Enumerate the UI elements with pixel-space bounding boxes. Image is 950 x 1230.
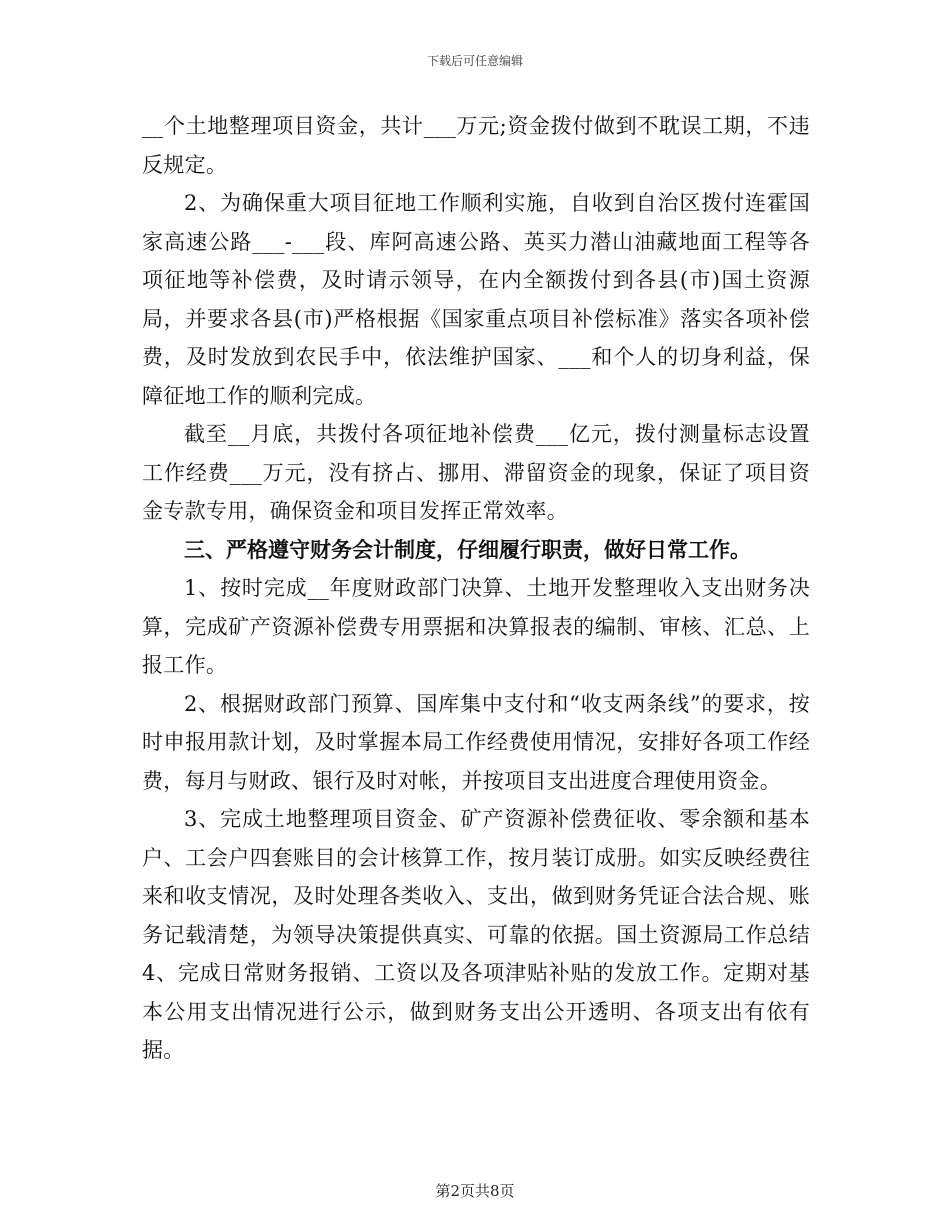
paragraph-item-2-budget: 2、根据财政部门预算、国库集中支付和“收支两条线”的要求，按时申报用款计划，及时掌握本局工作经费使用情况，安排好各项工作经费，每月与财政、银行及时对帐，并按项目支出进度合理使用资金。 (142, 691, 810, 793)
paragraph-item-1-final-accounts: 1、按时完成__年度财政部门决算、土地开发整理收入支出财务决算，完成矿产资源补偿费专用票据和决算报表的编制、审核、汇总、上报工作。 (142, 576, 810, 677)
section-heading-3: 三、严格遵守财务会计制度，仔细履行职责，做好日常工作。 (184, 536, 751, 562)
paragraph-item-2-land-acquisition: 2、为确保重大项目征地工作顺利实施，自收到自治区拨付连霍国家高速公路___-___段、库阿高速公路、英买力潜山油藏地面工程等各项征地等补偿费，及时请示领导，在内全额拨付到各县(市)国土资源局，并要求各县(市)严格根据《国家重点项目补偿标准》落实各项补偿费，及时发放到农民手中，依法维护国家、___和个人的切身利益，保障征地工作的顺利完成。 (142, 191, 810, 408)
paragraph-compensation-summary: 截至__月底，共拨付各项征地补偿费___亿元，拨付测量标志设置工作经费___万元，没有挤占、挪用、滞留资金的现象，保证了项目资金专款专用，确保资金和项目发挥正常效率。 (142, 422, 810, 523)
paragraph-continuation: __个土地整理项目资金，共计___万元;资金拨付做到不耽误工期，不违反规定。 (142, 114, 810, 177)
document-body (142, 107, 810, 1070)
page-footer-number: 第2页共8页 (435, 1182, 515, 1200)
paragraph-item-3-accounting: 3、完成土地整理项目资金、矿产资源补偿费征收、零余额和基本户、工会户四套账目的会计核算工作，按月装订成册。如实反映经费往来和收支情况，及时处理各类收入、支出，做到财务凭证合法合规、账务记载清楚，为领导决策提供真实、可靠的依据。国土资源局工作总结4、完成日常财务报销、工资以及各项津贴补贴的发放工作。定期对基本公用支出情况进行公示，做到财务支出公开透明、各项支出有依有据。 (142, 807, 810, 1062)
page-header-note: 下载后可任意编辑 (426, 54, 523, 68)
